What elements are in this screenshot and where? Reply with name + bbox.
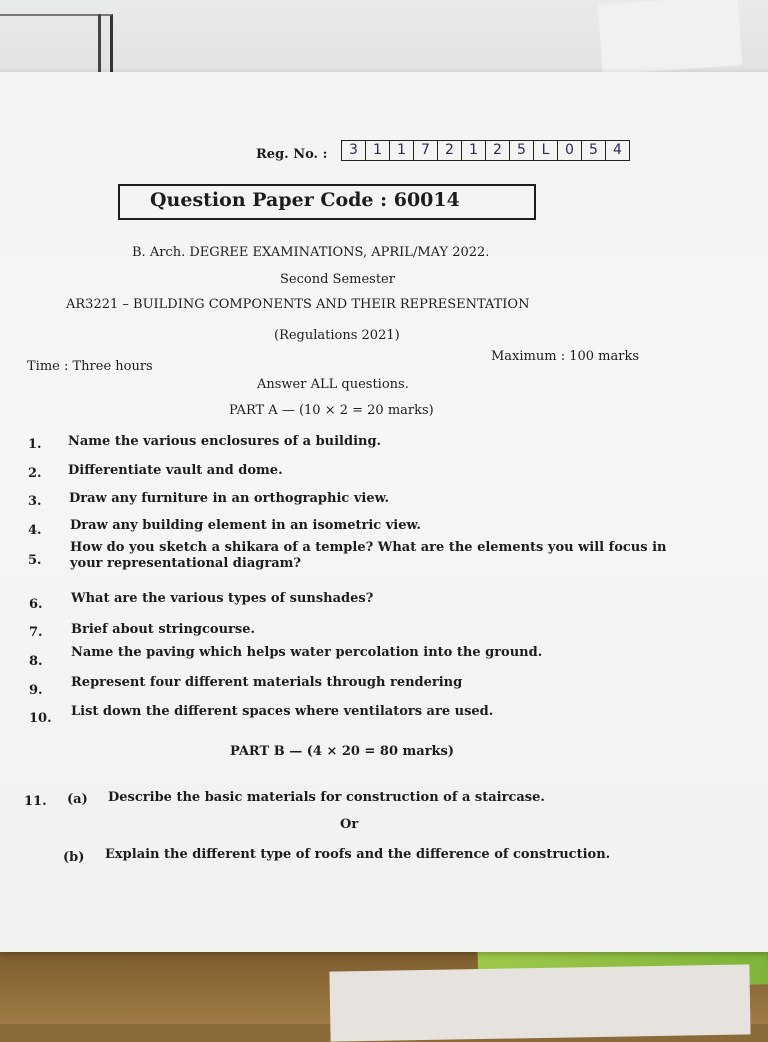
question-number: 10. (29, 711, 52, 726)
question-number: 3. (28, 494, 42, 509)
question-text: Brief about stringcourse. (71, 622, 255, 637)
reg-digit: L (534, 141, 558, 160)
reg-digit: 0 (558, 141, 582, 160)
degree-title: B. Arch. DEGREE EXAMINATIONS, APRIL/MAY 2022. (132, 245, 490, 260)
question-option-label: (a) (67, 792, 88, 807)
course-title: AR3221 – BUILDING COMPONENTS AND THEIR REPRESENTATION (66, 297, 530, 312)
question-text: What are the various types of sunshades? (71, 591, 374, 606)
question-number: 11. (24, 794, 47, 809)
reg-digit: 5 (582, 141, 606, 160)
reg-digit: 1 (366, 141, 390, 160)
question-number: 7. (29, 625, 43, 640)
question-text: Differentiate vault and dome. (68, 463, 283, 478)
reg-digit: 1 (462, 141, 486, 160)
question-text: Represent four different materials through rendering (71, 675, 463, 690)
regulations: (Regulations 2021) (274, 328, 400, 343)
question-text: Name the various enclosures of a building. (68, 434, 382, 449)
reg-digit: 5 (510, 141, 534, 160)
background-top-right-paper (598, 0, 743, 75)
question-text: Draw any furniture in an orthographic view. (69, 491, 390, 506)
reg-no-label: Reg. No. : (256, 147, 328, 162)
part-b-title: PART B — (4 × 20 = 80 marks) (230, 744, 455, 759)
question-number: 6. (29, 597, 43, 612)
semester: Second Semester (280, 272, 395, 287)
instructions: Answer ALL questions. (257, 377, 409, 392)
reg-digit: 7 (414, 141, 438, 160)
or-separator: Or (340, 817, 359, 832)
reg-digit: 3 (342, 141, 366, 160)
question-text: Draw any building element in an isometric view. (70, 518, 421, 533)
question-number: 5. (28, 553, 42, 568)
exam-time: Time : Three hours (27, 359, 153, 374)
background-bottom-paper (329, 964, 750, 1041)
question-number: 9. (29, 683, 43, 698)
question-number: 1. (28, 437, 42, 452)
question-number: 4. (28, 523, 42, 538)
background-sketch-line (98, 14, 101, 76)
question-text: Explain the different type of roofs and the difference of construction. (105, 847, 611, 862)
question-text: Name the paving which helps water percolation into the ground. (71, 645, 543, 660)
question-text: How do you sketch a shikara of a temple? What are the elements you will focus in your representational diagram? (70, 540, 667, 571)
max-marks: Maximum : 100 marks (491, 349, 640, 364)
reg-digit: 2 (438, 141, 462, 160)
reg-digit: 2 (486, 141, 510, 160)
reg-no-boxes (341, 140, 630, 161)
paper-code: Question Paper Code : 60014 (150, 189, 460, 211)
question-number: 2. (28, 466, 42, 481)
reg-digit: 4 (613, 142, 622, 158)
question-text: Describe the basic materials for construction of a staircase. (108, 790, 545, 805)
question-number: 8. (29, 654, 43, 669)
question-text: List down the different spaces where ventilators are used. (71, 704, 494, 719)
part-a-title: PART A — (10 × 2 = 20 marks) (229, 403, 434, 418)
question-option-label: (b) (63, 850, 85, 865)
reg-digit: 1 (390, 141, 414, 160)
